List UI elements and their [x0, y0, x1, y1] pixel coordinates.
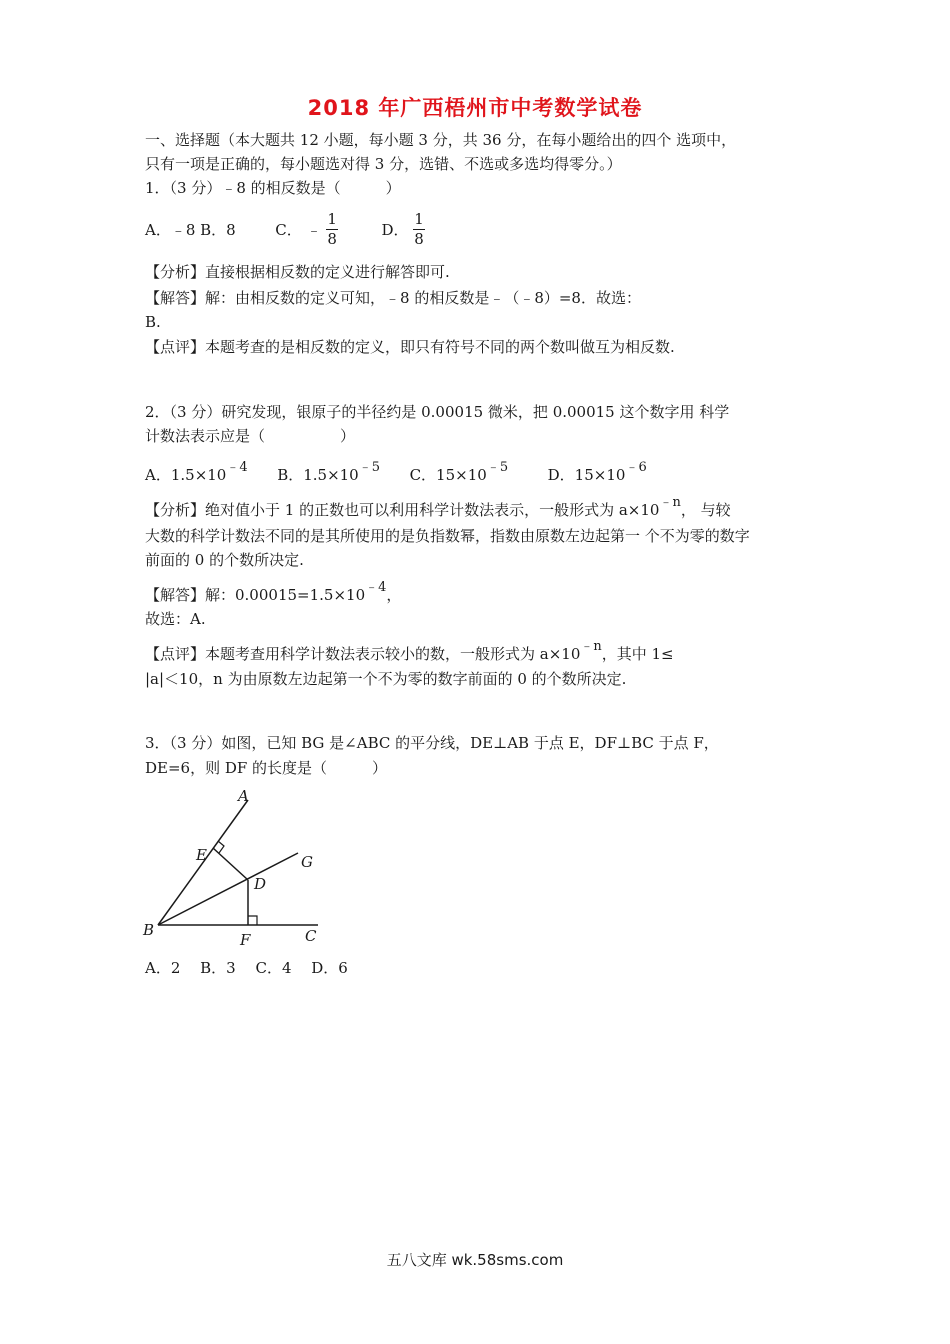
label-f: F	[240, 931, 251, 949]
segment-de	[213, 848, 248, 880]
page-footer: 五八文库 wk.58sms.com	[386, 1251, 564, 1269]
q1-option-d-fraction	[413, 210, 425, 249]
page-title: 2018 年广西梧州市中考数学试卷	[307, 96, 643, 120]
q1-options	[145, 210, 425, 251]
label-g: G	[301, 853, 313, 871]
right-angle-mark-f	[248, 916, 257, 925]
section-instructions-line1: 一、选择题（本大题共 12 小题，每小题 3 分，共 36 分，在每小题给出的四个 选项中，	[145, 131, 737, 149]
q2-option-c: C．15×10	[409, 466, 487, 484]
label-b: B	[143, 921, 155, 939]
q1-option-c-sign: ﹣	[306, 221, 322, 239]
q1-answer: 【解答】解：由相反数的定义可知，﹣8 的相反数是﹣（﹣8）=8．故选：	[145, 289, 641, 307]
q1-option-d-label: D．	[381, 221, 409, 239]
q2-answer-tail: ，	[386, 586, 402, 604]
section-instructions-line2: 只有一项是正确的，每小题选对得 3 分，选错、不选或多选均得零分。）	[145, 155, 622, 173]
ray-bg	[158, 853, 298, 925]
q2-option-c-exponent: ﹣5	[486, 460, 509, 475]
q1-analysis: 【分析】直接根据相反数的定义进行解答即可.	[145, 263, 450, 281]
q2-comment-line2: |a|＜10，n 为由原数左边起第一个不为零的数字前面的 0 的个数所决定.	[145, 670, 627, 688]
label-e: E	[196, 846, 207, 864]
angle-bisector-diagram	[138, 785, 338, 950]
q2-option-a-exponent: ﹣4	[226, 460, 248, 475]
label-d: D	[254, 875, 267, 893]
q2-analysis-line2: 大数的科学计数法不同的是其所使用的是负指数幂，指数由原数左边起第一 个不为零的数字	[145, 527, 750, 545]
q3-stem-line2: DE=6，则 DF 的长度是（ ）	[145, 759, 388, 777]
q1-option-d-numerator: 1	[414, 209, 424, 228]
q1-options-ab: A．﹣8 B．8	[145, 221, 236, 239]
q2-comment-text: 【点评】本题考查用科学计数法表示较小的数，一般形式为 a×10	[145, 645, 581, 663]
q2-analysis-text: 【分析】绝对值小于 1 的正数也可以利用科学计数法表示，一般形式为 a×10	[145, 501, 660, 519]
q1-option-c-denominator: 8	[327, 229, 337, 248]
q2-option-d-exponent: ﹣6	[625, 460, 647, 475]
q2-comment-line1	[145, 639, 674, 666]
q2-answer-choice: 故选：A.	[145, 610, 206, 628]
q2-comment-exponent: ﹣n	[580, 639, 602, 654]
q2-option-b-exponent: ﹣5	[358, 460, 381, 475]
q2-stem-line2: 计数法表示应是（ ）	[145, 427, 356, 445]
label-c: C	[305, 927, 317, 945]
q3-geometry-figure	[138, 785, 338, 954]
label-a: A	[238, 787, 249, 805]
q2-answer	[145, 580, 402, 607]
q1-option-d-denominator: 8	[414, 229, 424, 248]
q1-answer-choice: B.	[145, 313, 161, 331]
q2-option-b: B．1.5×10	[277, 466, 359, 484]
q3-options: A．2 B．3 C．4 D．6	[145, 959, 348, 977]
q2-option-d: D．15×10	[547, 466, 626, 484]
q2-option-a: A．1.5×10	[145, 466, 227, 484]
q2-analysis-exponent: ﹣n	[659, 495, 681, 510]
q3-stem-line1: 3．（3 分）如图，已知 BG 是∠ABC 的平分线，DE⊥AB 于点 E，DF⊥BC 于点 F，	[145, 734, 719, 752]
q2-analysis-line1	[145, 495, 731, 522]
q2-answer-exponent: ﹣4	[365, 580, 387, 595]
right-angle-mark-e	[218, 841, 224, 853]
q1-option-c-fraction	[326, 210, 338, 249]
q2-comment-tail: ，其中 1≤	[601, 645, 674, 663]
q2-options	[145, 460, 647, 487]
q1-stem: 1．（3 分）﹣8 的相反数是（ ）	[145, 179, 401, 197]
q1-comment: 【点评】本题考查的是相反数的定义，即只有符号不同的两个数叫做互为相反数.	[145, 338, 675, 356]
q2-stem-line1: 2．（3 分）研究发现，银原子的半径约是 0.00015 微米，把 0.00015 这个数字用 科学	[145, 403, 730, 421]
q2-analysis-tail: ， 与较	[680, 501, 731, 519]
q1-option-c-label: C．	[275, 221, 302, 239]
q2-analysis-line3: 前面的 0 的个数所决定.	[145, 551, 304, 569]
q1-option-c-numerator: 1	[327, 209, 337, 228]
q2-answer-text: 【解答】解：0.00015=1.5×10	[145, 586, 366, 604]
